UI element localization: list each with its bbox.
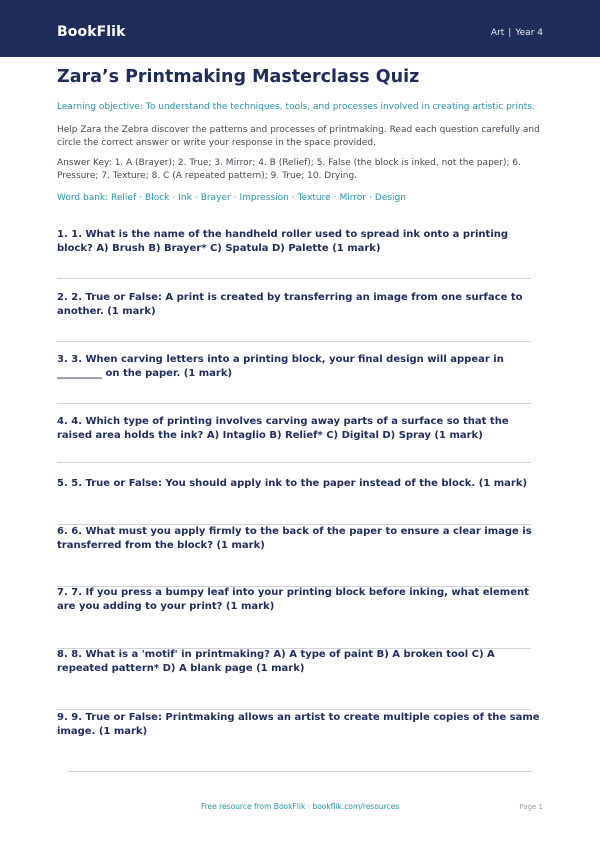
question-4: 4. 4. Which type of printing involves carving away parts of a surface so that the raised area holds the ink? A) Intaglio B) Relief* C) Digital D) Spray (1 mark)	[57, 416, 509, 441]
subject-year-label	[491, 28, 543, 38]
word-bank-word: Design	[374, 193, 406, 203]
word-separator: ·	[194, 193, 198, 203]
answer-line-4[interactable]	[57, 462, 531, 463]
word-bank-word: Block	[145, 193, 170, 203]
word-separator: ·	[172, 193, 176, 203]
word-bank-word: Relief	[111, 193, 137, 203]
question-1: 1. 1. What is the name of the handheld roller used to spread ink onto a printing block? A) Brush B) Brayer* C) Spatula D) Palette (1 mark)	[57, 229, 509, 254]
word-separator: ·	[291, 193, 295, 203]
footer-divider	[68, 771, 532, 772]
intro-section	[57, 64, 543, 204]
answer-line-3[interactable]	[57, 403, 531, 404]
answer-line-8[interactable]	[57, 709, 531, 710]
year-label: Year 4	[515, 28, 543, 38]
word-separator: ·	[139, 193, 143, 203]
question-3: 3. 3. When carving letters into a printing block, your final design will appear in _________ on the paper. (1 mark)	[57, 354, 504, 379]
word-separator: ·	[233, 193, 237, 203]
word-bank-word: Mirror	[339, 193, 367, 203]
question-2: 2. 2. True or False: A print is created by transferring an image from one surface to another. (1 mark)	[57, 292, 523, 317]
question-8: 8. 8. What is a 'motif' in printmaking? A) A type of paint B) A broken tool C) A repeated pattern* D) A blank page (1 mark)	[57, 649, 495, 674]
answer-line-2[interactable]	[57, 341, 531, 342]
footer-resource-link[interactable]: Free resource from BookFlik · bookflik.com/resources	[200, 802, 400, 811]
brand-logo-text: BookFlik	[57, 24, 126, 40]
question-6: 6. 6. What must you apply firmly to the back of the paper to ensure a clear image is transferred from the block? (1 mark)	[57, 526, 532, 551]
word-bank-word: Brayer	[200, 193, 231, 203]
question-5: 5. 5. True or False: You should apply ink to the paper instead of the block. (1 mark)	[57, 478, 528, 489]
learning-objective: Learning objective: To understand the techniques, tools, and processes involved in creating artistic prints.	[57, 102, 535, 112]
question-7: 7. 7. If you press a bumpy leaf into your printing block before inking, what element are you adding to your print? (1 mark)	[57, 587, 529, 612]
word-bank-word: Texture	[297, 193, 331, 203]
word-bank	[57, 192, 543, 204]
word-separator: ·	[369, 193, 372, 203]
meta-separator: |	[508, 28, 512, 38]
page-header	[0, 0, 600, 57]
word-bank-word: Impression	[239, 193, 289, 203]
subject-label: Art	[490, 28, 505, 38]
answer-key: Answer Key: 1. A (Brayer); 2. True; 3. Mirror; 4. B (Relief); 5. False (the block is inked, not the paper); 6. Pressure; 7. Texture; 8. C (A repeated pattern); 9. True; 10. Drying.	[57, 158, 522, 181]
page-title: Zara’s Printmaking Masterclass Quiz	[57, 67, 420, 87]
instructions-text: Help Zara the Zebra discover the patterns and processes of printmaking. Read each question carefully and circle the correct answer or write your response in the space provided.	[57, 125, 540, 148]
word-bank-word: Ink	[178, 193, 192, 203]
answer-line-1[interactable]	[57, 278, 531, 279]
question-9: 9. 9. True or False: Printmaking allows an artist to create multiple copies of the same image. (1 mark)	[57, 712, 540, 737]
page-number: Page 1	[519, 803, 543, 811]
word-separator: ·	[333, 193, 337, 203]
word-bank-label: Word bank:	[57, 193, 109, 203]
